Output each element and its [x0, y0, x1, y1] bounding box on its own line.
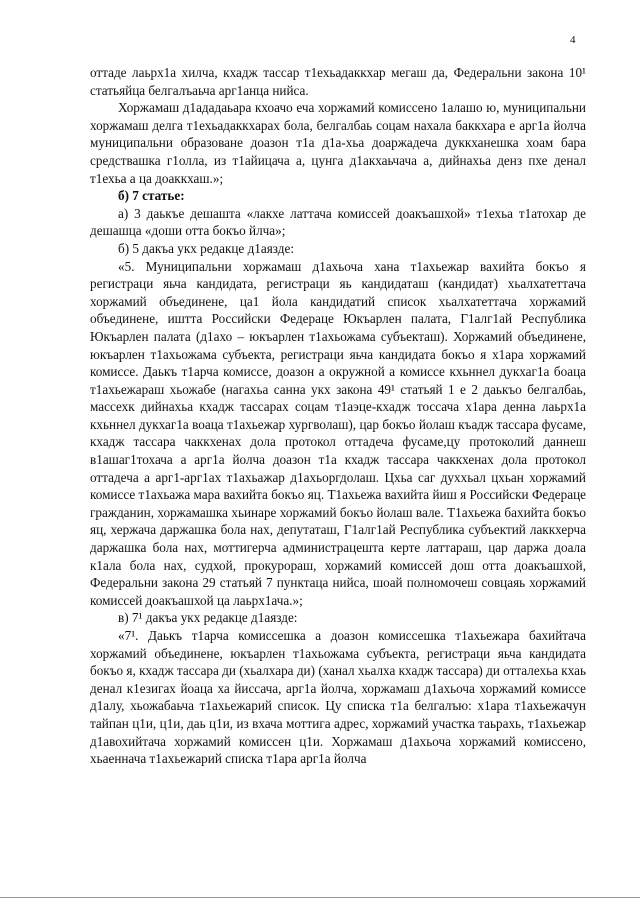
paragraph: «5. Муниципальни хоржамаш д1ахьоча хана т1ахьежар вахийта бокъо я регистраци яьча кандидата, регистраци яь кандидаташ (кандидат) хьалхатеттача хоржамий объединене, ца1 йола кандидатий список хьалхатеттача хоржамий объединене, иштта Российски Федераце Юкъарлен палата, Г1алг1ай Республика Юкъарлен палата (д1ахо – юкъарлен т1ахьожама субъекташ). Хоржамий объединене, юкъарлен т1ахьожама субъекта, регистраци яьча кандидата бокъо я х1ара хоржамий комиссе. Даькъ т1арча комиссе, доазон а окружной а комиссе кхьннел дукхаг1а боаца т1ахьежараш хьожабе (нагахьа санна укх закона 49¹ статьяй 1 е 2 даькъо белгалбаь, массехк дийнахьа кхадж тассарах соцам т1аэце-кхадж тоссача х1ара денна лаьрх1а кхьннел дукхаг1а воаца т1ахьежар хургволаш), цар бокъо йолаш къадж тассара фусаме, кхадж тассара чаккхенах дола протокол оттадеча фусаме,цу протоколий даннеш в1ашаг1тохача а арг1а йолча доазон т1а кхадж тассара чаккхенах дола протокол оттадеча а арг1-арг1ах т1ахьажар д1ахьоргдолаш. Цхьа саг духхьал цхьан хоржамий комиссе т1ахьажа мара вахийта бокъо яц. Т1ахьежа вахийта йиш я Российски Федераце гражданин, хоржамашка хьинаре хоржамий бокъо йолаш вале. Т1ахьежа бахийта бокъо яц, хержача даржашка бола нах, депутаташ, Г1алг1ай Республика субъектий лаккхерча даржашка бола нах, моттигерча администрацешта керте латтараш, цар даржа доала к1ала бола нах, судхой, прокурораш, хоржамий комиссей дош отта доакъашхой, Федеральни закона 29 статьяй 7 пунктаца нийса, шоай полномочеш совцаяь хоржамий комиссей доакъашхой ца лаьрх1ача.»; — [90, 258, 586, 608]
paragraph: «7¹. Даькъ т1арча комиссешка а доазон комиссешка т1ахьежара бахийтача хоржамий объединене, юкъарлен т1ахьожама субъекта, регистраци яьча кандидата бокъо я, кхадж тассара ди (хьалхара ди) (ханал хьалха кхадж тассара) ди отталехьа кхаь денал к1езигах йоаца ха йиссача, арг1а йолча, хоржамаш д1ахьоча хоржамий комиссе д1алу, хьожабаьча т1ахьежарий список. Цу списка т1а белгалъю: х1ара т1ахьежачун тайпан ц1и, ц1и, даь ц1и, из вхача моттига адрес, хоржамий участка таьрахь, т1ахьежар д1авохийтача хоржамий комиссен ц1и. Хоржамаш д1ахьоча хоржамий комиссено, хьаеннача т1ахьежарий списка т1ара арг1а йолча — [90, 628, 586, 767]
body-text — [90, 64, 586, 768]
paragraph: оттаде лаьрх1а хилча, кхадж тассар т1ехьадаккхар мегаш да, Федеральни закона 10¹ статьяйца белгалъаьча арг1анца нийса. — [90, 65, 586, 98]
paragraph: а) 3 даькъе дешашта «лакхе латтача комиссей доакъашхой» т1ехьа т1атохар де дешашца «доши отта бокъо йлча»; — [90, 205, 586, 239]
paragraph: в) 7¹ дакъа укх редакце д1аязде: — [118, 610, 298, 626]
page-edge-line — [0, 897, 640, 898]
paragraph: Хоржамаш д1ададаьара кхоачо еча хоржамий комиссено 1алашо ю, муниципальни хоржамаш делга т1ехьадаккхарах бола, белгалбаь соцам нахала баккхара е арг1а йолча муниципальни образоване доазон т1а д1а-хьа доаржадеча дуккханешка хоам бара средствашка г1олла, из т1айицача а, цунга д1акхаьчача а, дийнахьа денз пхе денал т1ехьа а ца доаккхаш.»; — [90, 100, 586, 186]
page-number: 4 — [570, 34, 576, 46]
paragraph: б) 5 дакъа укх редакце д1аязде: — [118, 240, 294, 256]
subsection-heading: б) 7 статье: — [118, 188, 185, 204]
